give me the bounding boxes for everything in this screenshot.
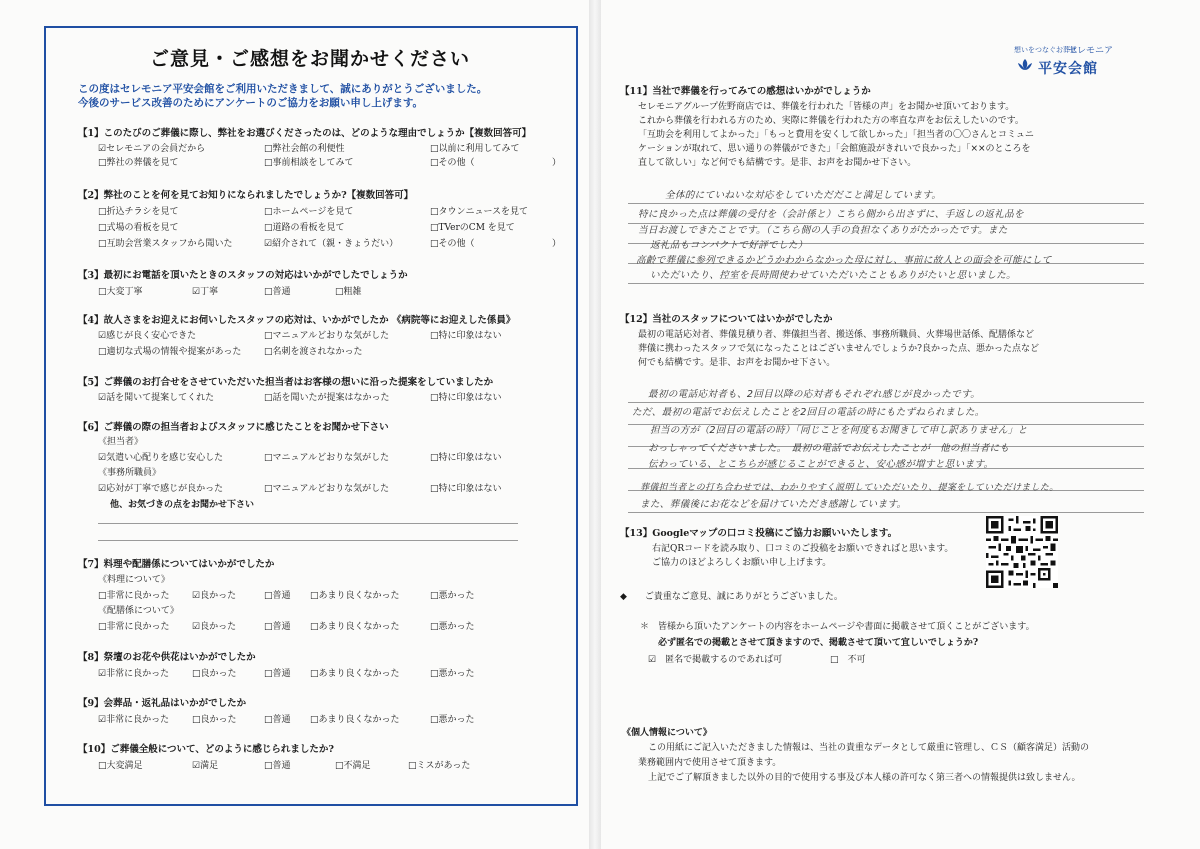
q12-body-line: 葬儀に携わったスタッフで気になったことはございませんでしょうか?良かった点、悪かった点など — [638, 344, 1040, 354]
page-title: ご意見・ご感想をお聞かせください — [150, 48, 471, 70]
q9-option[interactable]: □悪かった — [430, 715, 475, 725]
q3-option[interactable]: ☑丁寧 — [192, 287, 219, 297]
answer-line — [628, 402, 1144, 403]
handwritten-answer-line: 全体的にていねいな対応をしていただだこと満足しています。 — [665, 190, 942, 201]
q6-option[interactable]: □マニュアルどおりな気がした — [264, 484, 390, 494]
logo-brand: セレモニア — [1068, 46, 1114, 56]
q1-option[interactable]: □以前に利用してみて — [430, 144, 520, 154]
q2-other-close: ） — [552, 239, 562, 249]
q8-option[interactable]: □悪かった — [430, 669, 475, 679]
q4-option[interactable]: □マニュアルどおりな気がした — [264, 331, 390, 341]
q1-option[interactable]: □弊社の葬儀を見て — [98, 158, 179, 168]
q7-option[interactable]: □あまり良くなかった — [310, 591, 400, 601]
handwritten-answer-line: 当日お渡しできたことです。（こちら側の人手の負担なくありがたかったです。また — [638, 225, 1008, 236]
q2-option[interactable]: □折込チラシを見て — [98, 207, 179, 217]
q8-question: 【8】祭壇のお花や供花はいかがでしたか — [78, 652, 256, 663]
handwritten-answer-line: また、葬儀後にお花などを届けていただき感謝しています。 — [640, 499, 907, 510]
intro-line-2: 今後のサービス改善のためにアンケートのご協力をお願い申し上げます。 — [78, 97, 424, 109]
handwritten-answer-line: 伝わっている、とこちらが感じることができると、安心感が増すと思います。 — [648, 459, 994, 470]
q2-option[interactable]: □式場の看板を見て — [98, 223, 179, 233]
q1-option[interactable]: □その他（ — [430, 158, 475, 168]
logo-name: 平安会館 — [1038, 61, 1098, 77]
q13-body-line: 右記QRコードを読み取り、口コミのご投稿をお願いできればと思います。 — [652, 544, 954, 554]
handwritten-answer-line: 葬儀担当者との打ち合わせでは、わかりやすく説明していただいたり、提案をしていただけました。 — [640, 483, 1059, 493]
q11-body-line: セレモニアグループ佐野商店では、葬儀を行われた「皆様の声」をお聞かせ頂いております。 — [638, 102, 1015, 112]
q1-option[interactable]: ☑セレモニアの会員だから — [98, 144, 206, 154]
handwritten-answer-line: 担当の方が（2回目の電話の時）「同じことを何度もお聞きして申し訳ありません」と — [650, 425, 1028, 436]
intro-line-1: この度はセレモニア平安会館をご利用いただきまして、誠にありがとうございました。 — [78, 83, 488, 95]
answer-line — [628, 512, 1144, 513]
q8-option[interactable]: ☑非常に良かった — [98, 669, 170, 679]
q9-option[interactable]: ☑非常に良かった — [98, 715, 170, 725]
q11-body-line: ケーションが取れて、思い通りの葬儀ができた」「会館施設がきれいで良かった」「××のところを — [638, 144, 1031, 154]
q1-option[interactable]: □弊社会館の利便性 — [264, 144, 345, 154]
q11-body-line: 直して欲しい」など何でも結構です。是非、お声をお聞かせ下さい。 — [638, 158, 917, 168]
q12-question: 【12】当社のスタッフについてはいかがでしたか — [620, 314, 833, 325]
q7-question: 【7】料理や配膳係についてはいかがでしたか — [78, 559, 275, 570]
q10-option[interactable]: □ミスがあった — [408, 761, 471, 771]
q7-option[interactable]: ☑良かった — [192, 622, 237, 632]
q13-body-line: ご協力のほどよろしくお願い申し上げます。 — [652, 558, 832, 568]
q5-option[interactable]: □特に印象はない — [430, 393, 502, 403]
q10-option[interactable]: □不満足 — [335, 761, 371, 771]
q7-sub-server: 《配膳係について》 — [98, 606, 179, 616]
q5-option[interactable]: ☑話を聞いて提案してくれた — [98, 393, 215, 403]
publish-notice-line: 必ず匿名での掲載とさせて頂きますので、掲載させて頂いて宜しいでしょうか? — [658, 638, 979, 648]
answer-line — [628, 283, 1144, 284]
publish-option-refuse[interactable]: □ 不可 — [830, 655, 866, 665]
privacy-body-line: 上記でご了解頂きました以外の目的で使用する事及び本人様の許可なく第三者への情報提供は致しません。 — [648, 773, 1081, 783]
q2-option[interactable]: □TVerのCM を見て — [430, 223, 515, 233]
q2-option[interactable]: □タウンニュースを見て — [430, 207, 529, 217]
q2-option[interactable]: □ホームページを見て — [264, 207, 354, 217]
page-gutter — [589, 0, 601, 849]
privacy-body-line: 業務範囲内で使用させて頂きます。 — [638, 758, 782, 768]
q4-option[interactable]: ☑感じが良く安心できた — [98, 331, 197, 341]
q8-option[interactable]: □あまり良くなかった — [310, 669, 400, 679]
q7-option[interactable]: ☑良かった — [192, 591, 237, 601]
q9-question: 【9】会葬品・返礼品はいかがでしたか — [78, 698, 247, 709]
q9-option[interactable]: □あまり良くなかった — [310, 715, 400, 725]
handwritten-answer-line: 特に良かった点は葬儀の受付を（会計係と）こちら側から出さずに、手返しの返礼品を — [638, 209, 1024, 220]
q7-option[interactable]: □悪かった — [430, 622, 475, 632]
handwritten-answer-line: 最初の電話応対者も、2回目以降の応対者もそれぞれ感じが良かったです。 — [648, 389, 981, 400]
q7-option[interactable]: □非常に良かった — [98, 591, 170, 601]
q3-option[interactable]: □粗雑 — [335, 287, 362, 297]
handwritten-answer-line: ただ、最初の電話でお伝えしたことを2回目の電話の時にもたずねられました。 — [632, 407, 985, 418]
q10-question: 【10】ご葬儀全般について、どのように感じられましたか? — [78, 744, 334, 755]
privacy-heading: 《個人情報について》 — [622, 728, 712, 738]
q6-sub-staff: 《担当者》 — [98, 437, 144, 447]
q6-option[interactable]: □特に印象はない — [430, 453, 502, 463]
q1-question: 【1】このたびのご葬儀に際し、弊社をお選びくださったのは、どのような理由でしょうか【複数回答可】 — [78, 128, 532, 139]
q3-question: 【3】最初にお電話を頂いたときのスタッフの対応はいかがでしたでしょうか — [78, 270, 408, 281]
q12-body-line: 最初の電話応対者、葬儀見積り者、葬儀担当者、搬送係、事務所職員、火葬場世話係、配膳係など — [638, 330, 1035, 340]
handwritten-answer-line: おっしゃってくださいました。 最初の電話でお伝えしたことが 他の担当者にも — [648, 443, 1010, 454]
q11-body-line: これから葬儀を行われる方のため、実際に葬儀を行われた方の率直な声をお伝えしたいのです。 — [638, 116, 1024, 126]
q2-option[interactable]: ☑紹介されて（親・きょうだい） — [264, 239, 399, 249]
q3-option[interactable]: □大変丁寧 — [98, 287, 143, 297]
q11-body-line: 「互助会を利用してよかった」「もっと費用を安くして欲しかった」「担当者の〇〇さんとコミュニ — [638, 130, 1034, 140]
comment-line[interactable] — [98, 523, 518, 524]
q3-option[interactable]: □普通 — [264, 287, 291, 297]
q11-question: 【11】当社で葬儀を行ってみての感想はいかがでしょうか — [620, 86, 871, 97]
q6-option[interactable]: ☑気遣い心配りを感じ安心した — [98, 453, 224, 463]
q2-option[interactable]: □その他（ — [430, 239, 475, 249]
q2-option[interactable]: □道路の看板を見て — [264, 223, 345, 233]
handwritten-answer-line: いただいたり、控室を長時間使わせていただいたこともありがたいと思いました。 — [650, 270, 1017, 281]
q4-option[interactable]: □特に印象はない — [430, 331, 502, 341]
privacy-body-line: この用紙にご記入いただきました情報は、当社の貴重なデータとして厳重に管理し、ＣＳ（顧客満足）活動の — [648, 743, 1090, 753]
q5-question: 【5】ご葬儀のお打合せをさせていただいた担当者はお客様の想いに沿った提案をしていましたか — [78, 377, 494, 388]
thanks-message: ◆ ご貴重なご意見、誠にありがとうございました。 — [620, 592, 843, 602]
q10-option[interactable]: ☑満足 — [192, 761, 219, 771]
handwritten-answer-line: 高齢で葬儀に参列できるかどうかわからなかった母に対し、事前に故人との面会を可能にして — [636, 255, 1052, 266]
q13-question: 【13】Googleマップの口コミ投稿にご協力お願いいたします。 — [620, 528, 898, 539]
logo-tagline: 想いをつなぐお葬式 — [1014, 46, 1077, 54]
q9-option[interactable]: □良かった — [192, 715, 237, 725]
q6-option[interactable]: □特に印象はない — [430, 484, 502, 494]
q4-option[interactable]: □名刺を渡されなかった — [264, 347, 363, 357]
q10-option[interactable]: □普通 — [264, 761, 291, 771]
publish-notice-line: ＊ 皆様から頂いたアンケートの内容をホームページや書面に掲載させて頂くことがございます。 — [640, 622, 1035, 632]
q6-other-prompt: 他、お気づきの点をお聞かせ下さい — [110, 500, 255, 510]
q7-option[interactable]: □普通 — [264, 622, 291, 632]
q9-option[interactable]: □普通 — [264, 715, 291, 725]
q7-option[interactable]: □非常に良かった — [98, 622, 170, 632]
q2-question: 【2】弊社のことを何を見てお知りになられましたでしょうか?【複数回答可】 — [78, 190, 414, 201]
comment-line[interactable] — [98, 540, 518, 541]
google-maps-qr-code-icon[interactable] — [986, 516, 1058, 588]
q10-option[interactable]: □大変満足 — [98, 761, 143, 771]
q7-option[interactable]: □あまり良くなかった — [310, 622, 400, 632]
q7-option[interactable]: □悪かった — [430, 591, 475, 601]
q1-option[interactable]: □事前相談をしてみて — [264, 158, 354, 168]
q2-option[interactable]: □互助会営業スタッフから聞いた — [98, 239, 233, 249]
q6-question: 【6】ご葬儀の際の担当者およびスタッフに感じたことをお聞かせ下さい — [78, 422, 389, 433]
q4-option[interactable]: □適切な式場の情報や提案があった — [98, 347, 242, 357]
q6-option[interactable]: ☑応対が丁寧で感じが良かった — [98, 484, 224, 494]
q6-option[interactable]: □マニュアルどおりな気がした — [264, 453, 390, 463]
q8-option[interactable]: □普通 — [264, 669, 291, 679]
q8-option[interactable]: □良かった — [192, 669, 237, 679]
q12-body-line: 何でも結構です。是非、お声をお聞かせ下さい。 — [638, 358, 836, 368]
q6-sub-office: 《事務所職員》 — [98, 468, 162, 478]
publish-option-anonymous[interactable]: ☑ 匿名で掲載するのであれば可 — [648, 655, 783, 665]
q1-other-close: ） — [552, 158, 562, 168]
answer-line — [628, 203, 1144, 204]
lotus-logo-icon — [1016, 58, 1034, 72]
handwritten-answer-line: 返礼品もコンパクトで好評でした） — [650, 240, 808, 251]
q7-option[interactable]: □普通 — [264, 591, 291, 601]
q7-sub-food: 《料理について》 — [98, 575, 170, 585]
q5-option[interactable]: □話を聞いたが提案はなかった — [264, 393, 390, 403]
q4-question: 【4】故人さまをお迎えにお伺いしたスタッフの応対は、いかがでしたか 《病院等にお迎えした係員》 — [78, 315, 516, 326]
